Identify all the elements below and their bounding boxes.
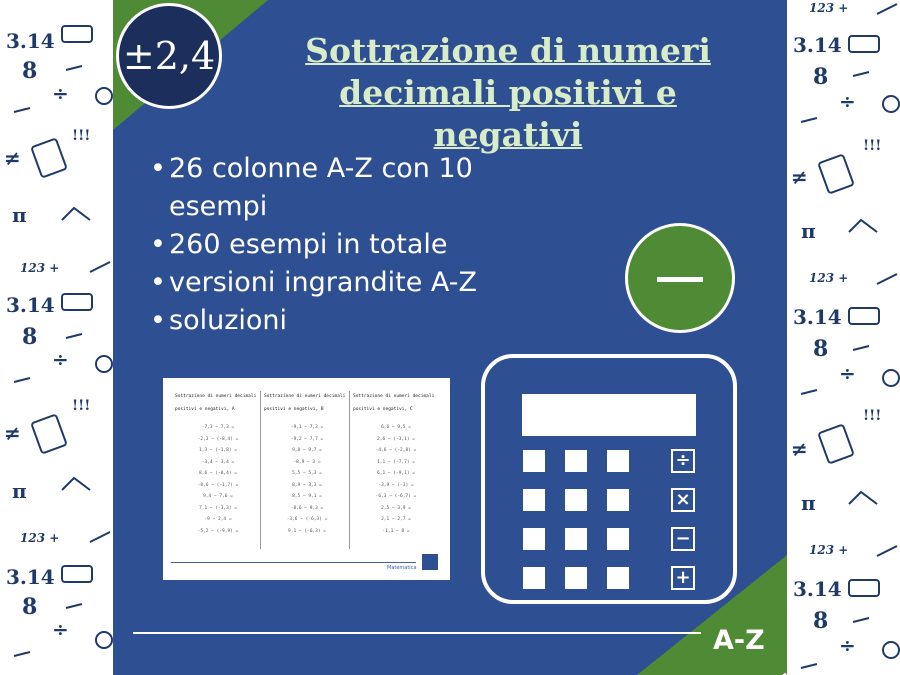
- minus-icon: −: [671, 527, 695, 551]
- calculator-key: [607, 489, 629, 511]
- divide-icon: ÷: [671, 449, 695, 473]
- exercise-line: 1,3 − (-1,8) =: [199, 448, 237, 453]
- worksheet-heading: Sottrazione di numeri decimali: [353, 394, 435, 399]
- svg-text:3.14: 3.14: [793, 33, 842, 57]
- exercise-line: 2,5 − 3,9 =: [381, 505, 411, 511]
- svg-text:≠: ≠: [791, 165, 808, 189]
- svg-text:÷: ÷: [839, 89, 856, 113]
- svg-text:123 +: 123 +: [20, 531, 60, 545]
- calculator-key: [523, 450, 545, 472]
- worksheet-column-b: [264, 390, 350, 537]
- exercise-line: 1,1 − (-7,7) =: [377, 459, 415, 465]
- calculator-key: [565, 567, 587, 589]
- plus-icon: +: [671, 566, 695, 590]
- exercise-line: -7,3 − 7,3 =: [201, 425, 235, 430]
- calculator-icon: [481, 354, 737, 604]
- cover-panel: [113, 0, 787, 675]
- exercise-line: -3,9 − (-3) =: [378, 482, 414, 488]
- svg-text:÷: ÷: [52, 81, 69, 105]
- svg-text:8: 8: [813, 64, 829, 90]
- feature-item: • versioni ingrandite A-Z: [150, 264, 480, 302]
- footer-rule: [133, 632, 701, 634]
- exercise-line: -6,3 − (-6,7) =: [375, 494, 417, 499]
- worksheet-footer-label: Matematica: [387, 565, 417, 571]
- exercise-line: -8,6 − (-1,7) =: [197, 482, 239, 488]
- svg-text:≠: ≠: [791, 437, 808, 461]
- exercise-line: -9,2 − 7,7 =: [290, 436, 324, 442]
- range-label: A-Z: [713, 625, 765, 656]
- exercise-line: 9,1 − (-6,3) =: [288, 528, 326, 534]
- svg-text:!!!: !!!: [863, 408, 882, 424]
- exercise-line: 9,8 − 9,7 =: [292, 448, 322, 453]
- calculator-logo-icon: [422, 554, 438, 570]
- feature-item: • soluzioni: [150, 302, 480, 340]
- svg-text:π: π: [12, 203, 27, 227]
- svg-text:π: π: [12, 479, 27, 503]
- calculator-key: [523, 567, 545, 589]
- calculator-key: [565, 450, 587, 472]
- exercise-line: 6,6 − 9,5 =: [381, 425, 411, 430]
- exercise-line: -3,4 − 3,4 =: [201, 459, 235, 465]
- svg-text:8: 8: [813, 608, 829, 634]
- exercise-line: 8,5 − 9,1 =: [292, 494, 322, 499]
- worksheet-footer-line: [171, 562, 416, 563]
- exercise-line: -2,3 − (-8,4) =: [197, 436, 239, 442]
- feature-list: [150, 150, 480, 340]
- exercise-line: 2,6 − (-3,1) =: [377, 436, 415, 442]
- svg-text:123 +: 123 +: [809, 1, 849, 15]
- page-title: [273, 30, 743, 156]
- feature-item: • 26 colonne A-Z con 10 esempi: [150, 150, 480, 226]
- worksheet-heading: Sottrazione di numeri decimali: [264, 394, 346, 399]
- exercise-line: -9 − 2,4 =: [204, 517, 232, 522]
- calculator-key: [565, 528, 587, 550]
- multiply-icon: ×: [671, 488, 695, 512]
- svg-text:÷: ÷: [839, 361, 856, 385]
- exercise-line: -5,2 − (-9,9) =: [197, 528, 239, 534]
- exercise-line: 6,1 − (-9,1) =: [377, 471, 415, 476]
- math-doodles-left: [0, 0, 113, 675]
- right-doodle-border: [787, 0, 900, 675]
- worksheet-heading: positivi e negativi, B: [264, 407, 324, 412]
- exercise-line: -8,9 − 3 =: [293, 459, 321, 465]
- svg-text:3.14: 3.14: [6, 293, 55, 317]
- svg-text:π: π: [801, 491, 816, 515]
- svg-text:123 +: 123 +: [809, 271, 849, 285]
- calculator-key: [607, 567, 629, 589]
- svg-text:8: 8: [22, 324, 38, 350]
- left-doodle-border: [0, 0, 113, 675]
- exercise-line: 2,1 − 2,7 =: [381, 517, 411, 522]
- topic-badge: [116, 3, 222, 109]
- exercise-line: -3,6 − (-6,3) =: [286, 517, 328, 522]
- svg-text:3.14: 3.14: [6, 565, 55, 589]
- calculator-key: [607, 450, 629, 472]
- calculator-key: [523, 528, 545, 550]
- svg-text:123 +: 123 +: [20, 261, 60, 275]
- exercise-line: 5,5 − 5,3 =: [292, 471, 322, 476]
- svg-text:3.14: 3.14: [793, 305, 842, 329]
- svg-text:÷: ÷: [52, 347, 69, 371]
- exercise-line: -4,6 − (-2,8) =: [375, 448, 417, 453]
- worksheet-column-c: [353, 390, 439, 537]
- exercise-line: 9,4 − 7,6 =: [203, 494, 233, 499]
- svg-text:!!!: !!!: [72, 128, 91, 144]
- worksheet-preview: [163, 378, 450, 580]
- svg-text:3.14: 3.14: [793, 577, 842, 601]
- svg-text:≠: ≠: [4, 421, 21, 445]
- exercise-line: 8,6 − (-8,4) =: [199, 471, 237, 476]
- topic-badge-text: ±2,4: [122, 34, 216, 78]
- exercise-line: -9,1 − 7,3 =: [290, 425, 324, 430]
- calculator-key: [523, 489, 545, 511]
- title-line-2: decimali positivi e negativi: [339, 73, 677, 154]
- svg-text:8: 8: [813, 336, 829, 362]
- calculator-key: [607, 528, 629, 550]
- minus-bar: [657, 277, 703, 282]
- exercise-line: 8,9 − 3,3 =: [292, 482, 322, 488]
- calculator-key: [565, 489, 587, 511]
- exercise-line: -1,1 − 8 =: [382, 528, 410, 534]
- svg-text:123 +: 123 +: [809, 543, 849, 557]
- svg-text:π: π: [801, 219, 816, 243]
- worksheet-heading: Sottrazione di numeri decimali: [175, 394, 257, 399]
- svg-text:≠: ≠: [4, 146, 21, 170]
- svg-text:3.14: 3.14: [6, 29, 55, 53]
- column-divider: [260, 391, 261, 549]
- worksheet-heading: positivi e negativi, A: [175, 407, 235, 412]
- svg-text:8: 8: [22, 58, 38, 84]
- math-doodles-right: [787, 0, 900, 675]
- minus-sign-icon: [625, 223, 735, 333]
- exercise-line: 7,1 − (-3,3) =: [199, 505, 237, 511]
- column-divider: [349, 391, 350, 549]
- svg-text:÷: ÷: [839, 633, 856, 657]
- title-line-1: Sottrazione di numeri: [305, 31, 711, 70]
- svg-text:÷: ÷: [52, 617, 69, 641]
- exercise-line: -8,6 − 9,3 =: [290, 505, 324, 511]
- worksheet-column-a: [175, 390, 261, 537]
- feature-item: • 260 esempi in totale: [150, 226, 480, 264]
- svg-text:8: 8: [22, 594, 38, 620]
- svg-text:!!!: !!!: [72, 398, 91, 414]
- svg-text:!!!: !!!: [863, 138, 882, 154]
- calculator-screen: [522, 394, 696, 436]
- worksheet-heading: positivi e negativi, C: [353, 407, 413, 412]
